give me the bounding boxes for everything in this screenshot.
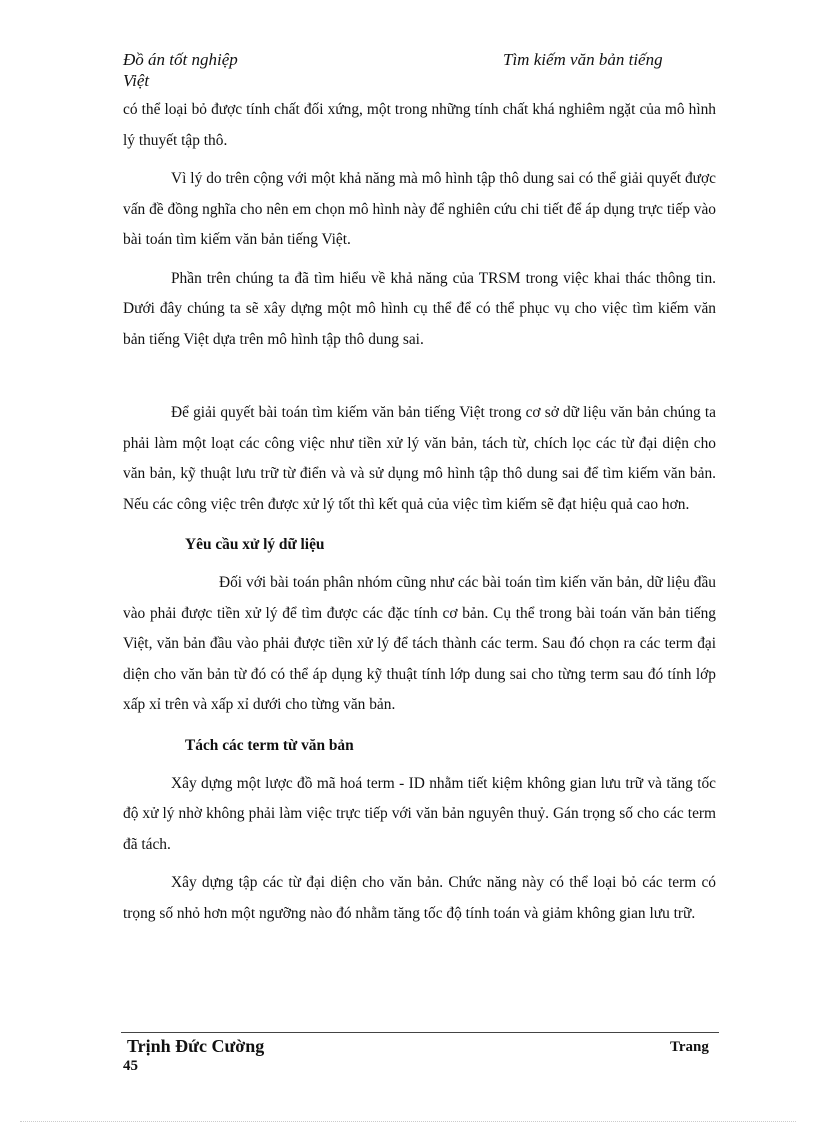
paragraph-3: Phần trên chúng ta đã tìm hiểu về khả năng của TRSM trong việc khai thác thông tin. Dưới đây chúng ta sẽ xây dựng một mô hình cụ thể để có thể phục vụ cho việc tìm kiếm văn bản tiếng Việt dựa trên mô hình tập thô dung sai. — [123, 269, 716, 348]
footer-page-label: Trang — [670, 1039, 709, 1055]
paragraph-7: Xây dựng tập các từ đại diện cho văn bản. Chức năng này có thể loại bỏ các term có trọng số nhỏ hơn một ngưỡng nào đó nhằm tăng tốc độ tính toán và giảm không gian lưu trữ. — [123, 874, 716, 922]
section-heading-term-extraction: Tách các term từ văn bản — [185, 736, 354, 754]
page-edge — [20, 1121, 796, 1122]
paragraph-4: Để giải quyết bài toán tìm kiếm văn bản tiếng Việt trong cơ sở dữ liệu văn bản chúng ta phải làm một loạt các công việc như tiền xử lý văn bản, tách từ, chích lọc các từ đại diện cho văn bản, kỹ thuật lưu trữ từ điển và và sử dụng mô hình tập thô dung sai để tìm kiếm văn bản. Nếu các công việc trên được xử lý tốt thì kết quả của việc tìm kiếm sẽ đạt hiệu quả cao hơn. — [123, 404, 716, 513]
paragraph-2: Vì lý do trên cộng với một khả năng mà mô hình tập thô dung sai có thể giải quyết được vấn đề đồng nghĩa cho nên em chọn mô hình này để nghiên cứu chi tiết để áp dụng trực tiếp vào bài toán tìm kiếm văn bản tiếng Việt. — [123, 170, 716, 248]
header-left-title: Đồ án tốt nghiệp — [123, 50, 238, 69]
footer-author: Trịnh Đức Cường — [127, 1036, 265, 1056]
paragraph-1: có thể loại bỏ được tính chất đối xứng, một trong những tính chất khá nghiêm ngặt của mô hình lý thuyết tập thô. — [123, 101, 716, 149]
paragraph-6: Xây dựng một lược đồ mã hoá term - ID nhằm tiết kiệm không gian lưu trữ và tăng tốc độ xử lý nhờ không phải làm việc trực tiếp với văn bản nguyên thuỷ. Gán trọng số cho các term đã tách. — [123, 774, 716, 853]
document-body — [123, 95, 716, 929]
footer-divider — [121, 1032, 719, 1033]
footer-page-number: 45 — [123, 1058, 138, 1074]
paragraph-5: Đối với bài toán phân nhóm cũng như các bài toán tìm kiến văn bản, dữ liệu đầu vào phải được tiền xử lý để tìm được các đặc tính cơ bản. Cụ thể trong bài toán văn bản tiếng Việt, văn bản đầu vào phải được tiền xử lý để tách thành các term. Sau đó chọn ra các term đại diện cho văn bản từ đó có thể áp dụng kỹ thuật tính lớp dung sai cho từng term sau đó tính lớp xấp xỉ trên và xấp xỉ dưới cho từng văn bản. — [123, 574, 716, 713]
section-heading-data-requirements: Yêu cầu xử lý dữ liệu — [185, 536, 325, 553]
header-right-title: Tìm kiếm văn bản tiếng — [503, 50, 663, 69]
header-right-title-wrap: Việt — [123, 71, 150, 90]
blank-gap — [123, 355, 716, 398]
